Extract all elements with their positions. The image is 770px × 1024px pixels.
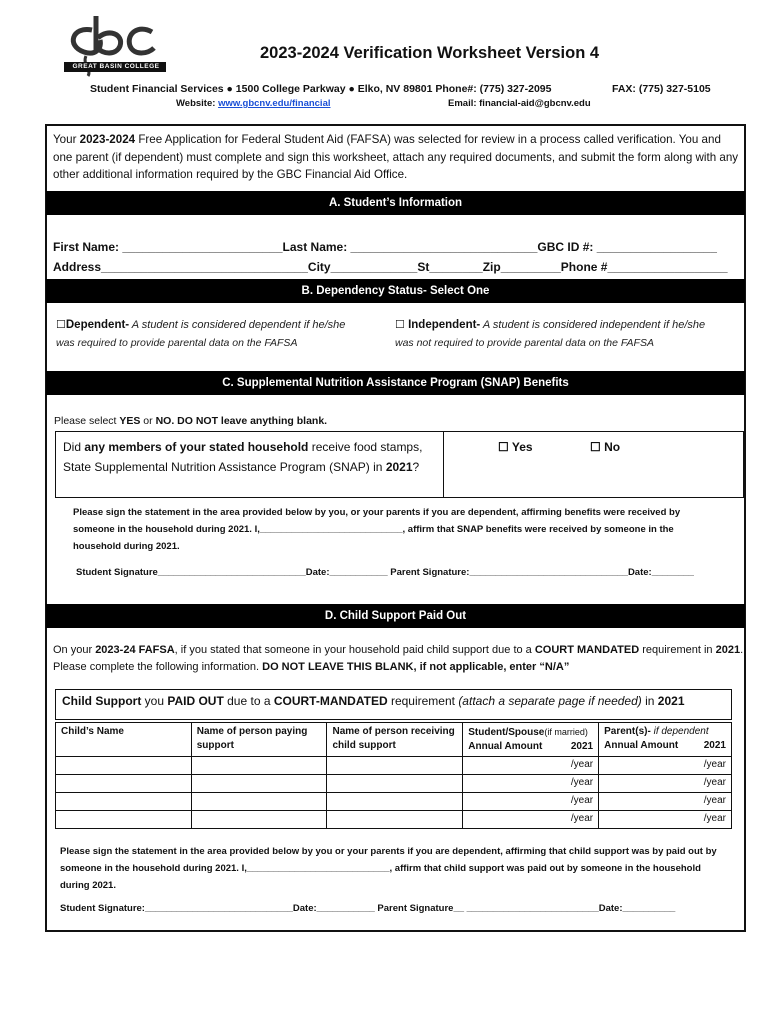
receiving-person-cell[interactable] bbox=[327, 757, 463, 775]
child-support-table-title: Child Support you PAID OUT due to a COURT-MANDATED requirement (attach a separate page if needed) in 2021 bbox=[55, 689, 732, 720]
student-amount-cell[interactable]: /year bbox=[463, 811, 599, 829]
col-student-amount: Student/Spouse(if married) Annual Amount 2021 bbox=[463, 723, 599, 757]
section-c-header: C. Supplemental Nutrition Assistance Program (SNAP) Benefits bbox=[46, 371, 745, 395]
table-row bbox=[56, 793, 732, 811]
contact-line bbox=[90, 83, 711, 95]
snap-question: Did any members of your stated household receive food stamps, State Supplemental Nutrition Assistance Program (SNAP) in 2021? bbox=[63, 440, 423, 474]
dependent-checkbox[interactable]: ☐ bbox=[56, 319, 66, 331]
paying-person-cell[interactable] bbox=[191, 775, 327, 793]
paying-person-cell[interactable] bbox=[191, 757, 327, 775]
student-amount-cell[interactable]: /year bbox=[463, 757, 599, 775]
website-label: Website: bbox=[176, 98, 219, 109]
student-amount-cell[interactable]: /year bbox=[463, 793, 599, 811]
table-row bbox=[56, 775, 732, 793]
paying-person-cell[interactable] bbox=[191, 793, 327, 811]
independent-checkbox[interactable]: ☐ bbox=[395, 319, 405, 331]
table-row bbox=[56, 757, 732, 775]
parent-amount-cell[interactable]: /year bbox=[599, 811, 732, 829]
snap-yes-checkbox[interactable]: ☐ Yes bbox=[498, 440, 533, 454]
contact-address: Student Financial Services ● 1500 College Parkway ● Elko, NV 89801 Phone#: (775) 327-2095 bbox=[90, 83, 552, 95]
col-parent-amount: Parent(s)- if dependent Annual Amount 2021 bbox=[599, 723, 732, 757]
child-support-statement: Please sign the statement in the area provided below by you or your parents if you are dependent, affirming that child support was by paid out by someone in the household during 2021. I,___________________________, affirm that child support was paid out by someone in the household during 2021. bbox=[60, 846, 717, 891]
snap-signature-line[interactable]: Student Signature____________________________Date:___________ Parent Signature:______________________________Date:________ bbox=[76, 567, 694, 578]
child-support-signature-line[interactable]: Student Signature:____________________________Date:___________ Parent Signature__ _________________________Date:__________ bbox=[60, 903, 676, 914]
child-support-intro: On your 2023-24 FAFSA, if you stated that someone in your household paid child support due to a COURT MANDATED requirement in 2021. Please complete the following information. DO NOT LEAVE THIS BLANK, if not applicable, enter “N/A” bbox=[53, 644, 744, 673]
section-a-header: A. Student’s Information bbox=[46, 191, 745, 215]
logo-text: GREAT BASIN COLLEGE bbox=[72, 63, 160, 70]
parent-amount-cell[interactable]: /year bbox=[599, 757, 732, 775]
table-row bbox=[56, 811, 732, 829]
email-address: Email: financial-aid@gbcnv.edu bbox=[448, 98, 591, 109]
col-child-name: Child’s Name bbox=[56, 723, 192, 757]
col-paying-person: Name of person paying support bbox=[191, 723, 327, 757]
student-amount-cell[interactable]: /year bbox=[463, 775, 599, 793]
page-title: 2023-2024 Verification Worksheet Version 4 bbox=[260, 44, 600, 62]
receiving-person-cell[interactable] bbox=[327, 811, 463, 829]
receiving-person-cell[interactable] bbox=[327, 793, 463, 811]
child-name-cell[interactable] bbox=[56, 793, 192, 811]
parent-amount-cell[interactable]: /year bbox=[599, 775, 732, 793]
col-receiving-person: Name of person receiving child support bbox=[327, 723, 463, 757]
child-name-cell[interactable] bbox=[56, 775, 192, 793]
child-support-table bbox=[55, 722, 732, 829]
dependent-description: was required to provide parental data on the FAFSA bbox=[56, 337, 298, 349]
name-id-line[interactable]: First Name: ________________________Last Name: ____________________________GBC ID #: __________________ bbox=[53, 240, 717, 254]
address-phone-line[interactable]: Address_______________________________City_____________St________Zip_________Phone #__________________ bbox=[53, 260, 728, 274]
independent-option[interactable]: ☐ Independent- A student is considered independent if he/she bbox=[395, 319, 706, 331]
website-link[interactable]: www.gbcnv.edu/financial bbox=[218, 98, 331, 109]
contact-sub-line bbox=[176, 98, 591, 109]
section-b-header: B. Dependency Status- Select One bbox=[46, 279, 745, 303]
table-header-row bbox=[56, 723, 732, 757]
gbc-logo bbox=[62, 12, 168, 82]
dependent-option[interactable]: ☐Dependent- A student is considered dependent if he/she bbox=[56, 319, 346, 331]
intro-paragraph: Your 2023-2024 Free Application for Federal Student Aid (FAFSA) was selected for review in a process called verification. You and one parent (if dependent) must complete and sign this worksheet, attach any required documents, and submit the form along with any other additional information required by the GBC Financial Aid Office. bbox=[53, 133, 739, 181]
receiving-person-cell[interactable] bbox=[327, 775, 463, 793]
child-name-cell[interactable] bbox=[56, 811, 192, 829]
snap-statement: Please sign the statement in the area provided below by you, or your parents if you are dependent, affirming benefits were received by someone in the household during 2021. I,___________________________, affirm that SNAP benefits were received by someone in the household during 2021. bbox=[73, 507, 681, 552]
snap-instruction: Please select YES or NO. DO NOT leave anything blank. bbox=[54, 415, 328, 427]
child-name-cell[interactable] bbox=[56, 757, 192, 775]
parent-amount-cell[interactable]: /year bbox=[599, 793, 732, 811]
section-d-header: D. Child Support Paid Out bbox=[46, 604, 745, 628]
paying-person-cell[interactable] bbox=[191, 811, 327, 829]
independent-description: was not required to provide parental data on the FAFSA bbox=[395, 337, 654, 349]
snap-no-checkbox[interactable]: ☐ No bbox=[590, 440, 621, 454]
fax-number: FAX: (775) 327-5105 bbox=[612, 83, 711, 95]
